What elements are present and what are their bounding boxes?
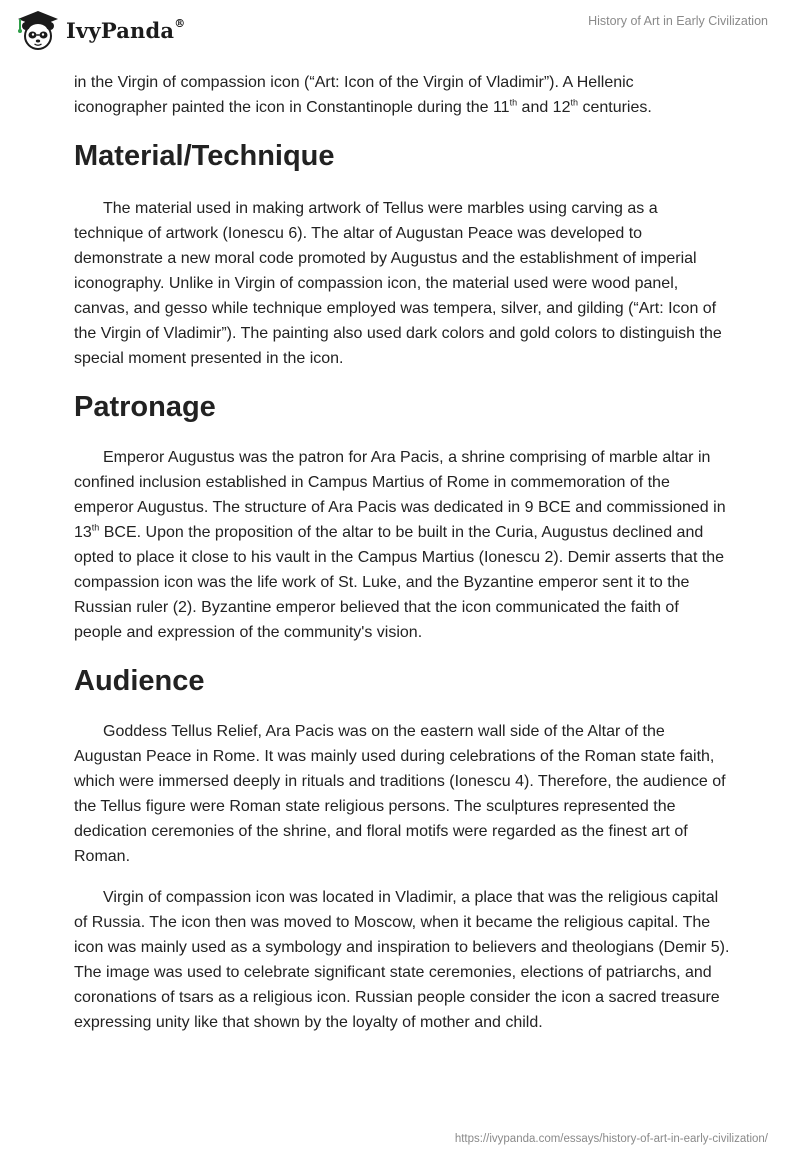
- intro-paragraph: in the Virgin of compassion icon (“Art: Icon of the Virgin of Vladimir”). A Hellenic iconographer painted the icon in Constantinople during the 11th and 12th centuries.: [74, 74, 652, 116]
- article-body: [74, 70, 730, 1035]
- registered-mark: ®: [174, 16, 186, 30]
- heading-audience: Audience: [74, 665, 205, 697]
- material-paragraph: The material used in making artwork of Tellus were marbles using carving as a technique of artwork (Ionescu 6). The altar of Augustan Peace was developed to demonstrate a new moral code promoted by Augustus and the establishment of imperial iconography. Unlike in Virgin of compassion icon, the material used were wood panel, canvas, and gesso while technique employed was tempera, silver, and gilding (“Art: Icon of the Virgin of Vladimir”). The painting also used dark colors and gold colors to distinguish the special moment presented in the icon.: [74, 200, 722, 367]
- audience-paragraph-2: Virgin of compassion icon was located in Vladimir, a place that was the religious capital of Russia. The icon then was moved to Moscow, when it became the religious capital. The icon was mainly used as a symbology and inspiration to believers and theologians (Demir 5). The image was used to celebrate significant state ceremonies, elections of patriarchs, and coronations of tsars as a religious icon. Russian people consider the icon a sacred treasure expressing unity like that shown by the loyalty of mother and child.: [74, 889, 730, 1031]
- audience-paragraph-1: Goddess Tellus Relief, Ara Pacis was on the eastern wall side of the Altar of the Augustan Peace in Rome. It was mainly used during celebrations of the Roman state faith, which were immersed deeply in rituals and traditions (Ionescu 4). Therefore, the audience of the Tellus figure were Roman state religious persons. The sculptures represented the dedication ceremonies of the shrine, and floral motifs were regarded as the finest art of Roman.: [74, 723, 726, 865]
- heading-material-technique: Material/Technique: [74, 140, 335, 172]
- ivypanda-logo[interactable]: [16, 10, 185, 50]
- source-url[interactable]: https://ivypanda.com/essays/history-of-art-in-early-civilization/: [454, 1133, 768, 1145]
- patronage-paragraph: Emperor Augustus was the patron for Ara Pacis, a shrine comprising of marble altar in confined inclusion established in Campus Martius of Rome in commemoration of the emperor Augustus. The structure of Ara Pacis was dedicated in 9 BCE and commissioned in 13th BCE. Upon the proposition of the altar to be built in the Curia, Augustus declined and opted to place it close to his vault in the Campus Martius (Ionescu 2). Demir asserts that the compassion icon was the life work of St. Luke, and the Byzantine emperor sent it to the Russian ruler (2). Byzantine emperor believed that the icon communicated the faith of people and expression of the community's vision.: [74, 449, 726, 641]
- heading-patronage: Patronage: [74, 391, 216, 423]
- document-title: History of Art in Early Civilization: [588, 14, 768, 28]
- panda-icon: [16, 10, 60, 50]
- brand-name: IvyPanda®: [66, 16, 186, 43]
- page-header: [0, 0, 800, 60]
